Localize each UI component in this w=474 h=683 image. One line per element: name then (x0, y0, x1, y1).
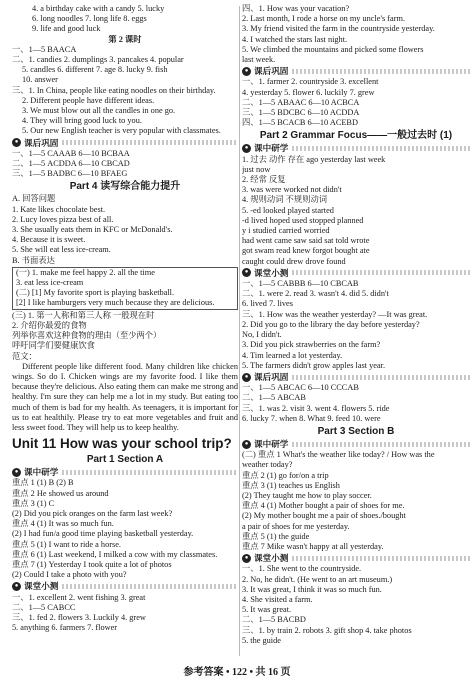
top-answer-block (12, 4, 238, 35)
answer-line: 5. The farmers didn't grow apples last year. (242, 360, 386, 370)
answer-line: No, I didn't. (242, 330, 282, 340)
answer-line: 二、1. candies 2. dumplings 3. pancakes 4. popular (12, 55, 184, 65)
part1-title: Part 1 Section A (86, 454, 164, 466)
answer-line: 一、1—5 CABBB 6—10 CBCAB (242, 279, 359, 289)
bullet-icon: ● (242, 67, 251, 76)
sample-essay: Different people like different food. Many children like chicken wings. So do I. Chicken wings are my favorite food. I like them because they're delicious. Also eating them can make me strong and healthy. I'm sure they can help me a lot in my study. But eating too much of them is bad for my health. As teenagers, it is important for us to eat healthily. Please try to eat more vegetables and fruit and less sweet food. They will help us to keep healthy. (12, 361, 238, 432)
part2-title: Part 2 Grammar Focus——一般过去时 (1) (259, 130, 453, 142)
section-header-study: ● 课中研学 (242, 143, 470, 153)
part4-answers (12, 194, 238, 265)
answer-line: 一、1—5 CAAAB 6—10 BCBAA (12, 148, 130, 158)
answer-line: 2. Lucy loves pizza best of all. (12, 214, 114, 224)
answer-line: 5. Our new English teacher is very popular with classmates. (22, 126, 221, 136)
answer-line: 二、1—5 ABAAC 6—10 ACBCA (242, 97, 360, 107)
answer-line: 3. was were worked not didn't (242, 185, 342, 195)
bullet-icon: ● (242, 144, 251, 153)
part3-title: Part 3 Section B (317, 425, 395, 437)
quiz-answers (12, 593, 238, 634)
answer-line: 3. My friend visited the farm in the countryside yesterday. (242, 24, 435, 34)
answer-line: 4. I watched the stars last night. (242, 34, 348, 44)
quiz-answers (242, 279, 470, 371)
answer-line: 3. We must blow out all the candles in one go. (22, 106, 176, 116)
review-answers (12, 149, 238, 180)
part4-title: Part 4 读写综合能力提升 (69, 181, 181, 193)
answer-line: 5. anything 6. farmers 7. flower (12, 623, 118, 633)
answer-line: 重点 2 (1) go for/on a trip (242, 470, 329, 480)
answer-line: 三、1—5 BADBC 6—10 BFAEG (12, 169, 128, 179)
answer-line: 三、1. fed 2. flowers 3. Luckily 4. grew (12, 612, 146, 622)
answer-line: 三、1. How was the weather yesterday? —It was great. (242, 309, 428, 319)
answer-line: A. 回答问题 (12, 194, 56, 204)
answer-line: 3. eat less ice-cream (16, 278, 84, 288)
grammar-answers (242, 155, 470, 267)
right-column (242, 4, 470, 646)
answer-line: (二) [1] My favorite sport is playing basketball. (16, 288, 175, 298)
answer-line: 10. answer (22, 75, 58, 85)
section-header-study: ● 课中研学 (242, 439, 470, 449)
answer-line: 一、1. farmer 2. countryside 3. excellent (242, 77, 379, 87)
answer-line: 3. She usually eats them in KFC or McDonald's. (12, 225, 173, 235)
answer-line: 一、1—5 BAACA (12, 44, 77, 54)
answer-line: 二、1—5 ACDDA 6—10 CBCAD (12, 159, 130, 169)
bullet-icon: ● (242, 440, 251, 449)
answer-line: 二、1. were 2. read 3. wasn't 4. did 5. didn't (242, 289, 389, 299)
study-answers (242, 450, 470, 552)
bullet-icon: ● (242, 373, 251, 382)
lesson2-answers (12, 45, 238, 137)
answer-line: a pair of shoes for me yesterday. (242, 521, 350, 531)
section-header-review: ● 课后巩固 (242, 66, 470, 76)
study-answers (12, 478, 238, 580)
answer-line: 5. She will eat less ice-cream. (12, 245, 111, 255)
answer-line: just now (242, 164, 271, 174)
left-column (12, 4, 238, 633)
answer-line: 呼吁同学们要健康饮食 (12, 341, 95, 351)
bullet-icon: ● (12, 138, 21, 147)
column-divider (239, 6, 240, 656)
page-footer: 参考答案 • 122 • 共 16 页 (183, 667, 291, 678)
answer-line: 重点 1 (1) B (2) B (12, 478, 74, 488)
bullet-icon: ● (242, 554, 251, 563)
answer-line: (一) 1. make me feel happy 2. all the time (16, 267, 155, 277)
answer-line: 6. lived 7. lives (242, 299, 293, 309)
answer-line: 重点 5 (1) the guide (242, 531, 310, 541)
answer-line: 1. Kate likes chocolate best. (12, 204, 106, 214)
unit-title: Unit 11 How was your school trip? (12, 436, 232, 452)
answer-line: 列举你喜欢这种食物的理由（至少两个） (12, 331, 162, 341)
answer-line: [2] I like hamburgers very much because they are delicious. (16, 298, 215, 308)
answer-line: 三、1. In China, people like eating noodles on their birthday. (12, 85, 216, 95)
answer-line: 3. It was great, I think it was so much fun. (242, 584, 382, 594)
section-header-review: ● 课后巩固 (242, 372, 470, 382)
answer-line: 三、1. was 2. visit 3. went 4. flowers 5. ride (242, 403, 390, 413)
answer-line: 重点 7 (1) Yesterday I took quite a lot of photos (12, 559, 172, 569)
bullet-icon: ● (12, 468, 21, 477)
answer-line: 4. They will bring good luck to you. (22, 116, 142, 126)
answer-line: 4. She visited a farm. (242, 594, 313, 604)
answer-line: 6. lucky 7. when 8. What 9. feed 10. were (242, 413, 381, 423)
quiz2-answers (242, 564, 470, 646)
answer-line: 三、1—5 BDCBC 6—10 ACDDA (242, 108, 360, 118)
answer-line: 重点 4 (1) It was so much fun. (12, 519, 114, 529)
answer-line: 一、1. She went to the countryside. (242, 564, 362, 574)
answer-line: (2) They taught me how to play soccer. (242, 490, 372, 500)
answer-line: 2. No, he didn't. (He went to an art museum.) (242, 574, 393, 584)
answer-line: y i studied carried worried (242, 226, 330, 236)
answer-line: 5. candles 6. different 7. age 8. lucky 9. fish (22, 65, 168, 75)
sample-label: 范文： (12, 351, 37, 361)
answer-line: (二) 重点 1 What's the weather like today? / How was the (242, 450, 435, 460)
review2-answers (242, 383, 470, 424)
answer-line: 4. Because it is sweet. (12, 235, 86, 245)
answer-line: last week. (242, 55, 276, 65)
answer-line: 重点 3 (1) teaches us English (242, 480, 340, 490)
answer-line: 5. It was great. (242, 605, 292, 615)
answer-line: 2. 经常 反复 (242, 175, 286, 185)
answer-line: 重点 7 Mike wasn't happy at all yesterday. (242, 541, 384, 551)
answer-line: -d lived hoped used stopped planned (242, 215, 364, 225)
bullet-icon: ● (12, 582, 21, 591)
answer-line: 9. life and good luck (32, 24, 101, 34)
review-answers (242, 77, 470, 128)
section-header-quiz: ● 课堂小测 (12, 581, 238, 591)
bullet-icon: ● (242, 268, 251, 277)
answer-line: 二、1—5 CABCC (12, 602, 76, 612)
answer-line: (三) 1. 第一人称和第三人称 一般现在时 (12, 310, 155, 320)
answer-line: 重点 3 (1) C (12, 498, 55, 508)
section-header-quiz: ● 课堂小测 (242, 268, 470, 278)
answer-line: 重点 2 He showed us around (12, 488, 109, 498)
lesson-heading: 第 2 课时 (108, 34, 142, 44)
writing-outline-box (12, 267, 238, 310)
answer-line: 4. 规则动词 不规则动词 (242, 195, 328, 205)
answer-line: 4. a birthday cake with a candy 5. lucky (32, 4, 165, 13)
answer-line: 4. Tim learned a lot yesterday. (242, 350, 343, 360)
writing-plan (12, 311, 238, 352)
answer-line: 二、1—5 BACBD (242, 615, 306, 625)
answer-line: 四、1—5 BCACB 6—10 ACEBD (242, 118, 358, 128)
answer-line: (2) My mother bought me a pair of shoes./bought (242, 511, 406, 521)
answer-line: 6. long noodles 7. long life 8. eggs (32, 14, 147, 24)
answer-line: 四、1. How was your vacation? (242, 4, 350, 13)
answer-line: (2) Could I take a photo with you? (12, 570, 127, 580)
section-header-quiz: ● 课堂小测 (242, 553, 470, 563)
answer-line: 重点 5 (1) I want to ride a horse. (12, 539, 121, 549)
answer-line: (2) Did you pick oranges on the farm last week? (12, 508, 173, 518)
answer-line: 5. the guide (242, 635, 281, 645)
answer-line: 二、1—5 ABCAB (242, 393, 306, 403)
answer-line: 重点 4 (1) Mother bought a pair of shoes for me. (242, 501, 405, 511)
section-header-review: ● 课后巩固 (12, 138, 238, 148)
answer-line: 2. Different people have different ideas. (22, 95, 155, 105)
answer-line: 5. -ed looked played started (242, 205, 334, 215)
answer-line: 2. 介绍你最爱的食物 (12, 320, 87, 330)
answer-line: 一、1. excellent 2. went fishing 3. great (12, 592, 146, 602)
answer-line: 三、1. by train 2. robots 3. gift shop 4. take photos (242, 625, 412, 635)
answer-line: had went came saw said sat told wrote (242, 236, 370, 246)
answer-line: 1. 过去 动作 存在 ago yesterday last week (242, 154, 386, 164)
answer-line: 3. Did you pick strawberries on the farm? (242, 340, 381, 350)
answer-line: weather today? (242, 460, 293, 470)
answer-line: (2) I had fun/a good time playing basketball yesterday. (12, 529, 194, 539)
answer-line: 4. yesterday 5. flower 6. luckily 7. grew (242, 87, 375, 97)
answer-line: 5. We climbed the mountains and picked some flowers (242, 44, 424, 54)
answer-line: got swam read knew forgot bought ate (242, 246, 370, 256)
answer-line: caught could drew drove found (242, 256, 346, 266)
exercise4-answers (242, 4, 470, 65)
section-header-study: ● 课中研学 (12, 467, 238, 477)
answer-line: B. 书面表达 (12, 255, 55, 265)
answer-line: 重点 6 (1) Last weekend, I milked a cow with my classmates. (12, 549, 218, 559)
answer-line: 2. Last month, I rode a horse on my uncle's farm. (242, 14, 406, 24)
answer-line: 一、1—5 ABCAC 6—10 CCCAB (242, 383, 359, 393)
answer-line: 2. Did you go to the library the day before yesterday? (242, 319, 420, 329)
